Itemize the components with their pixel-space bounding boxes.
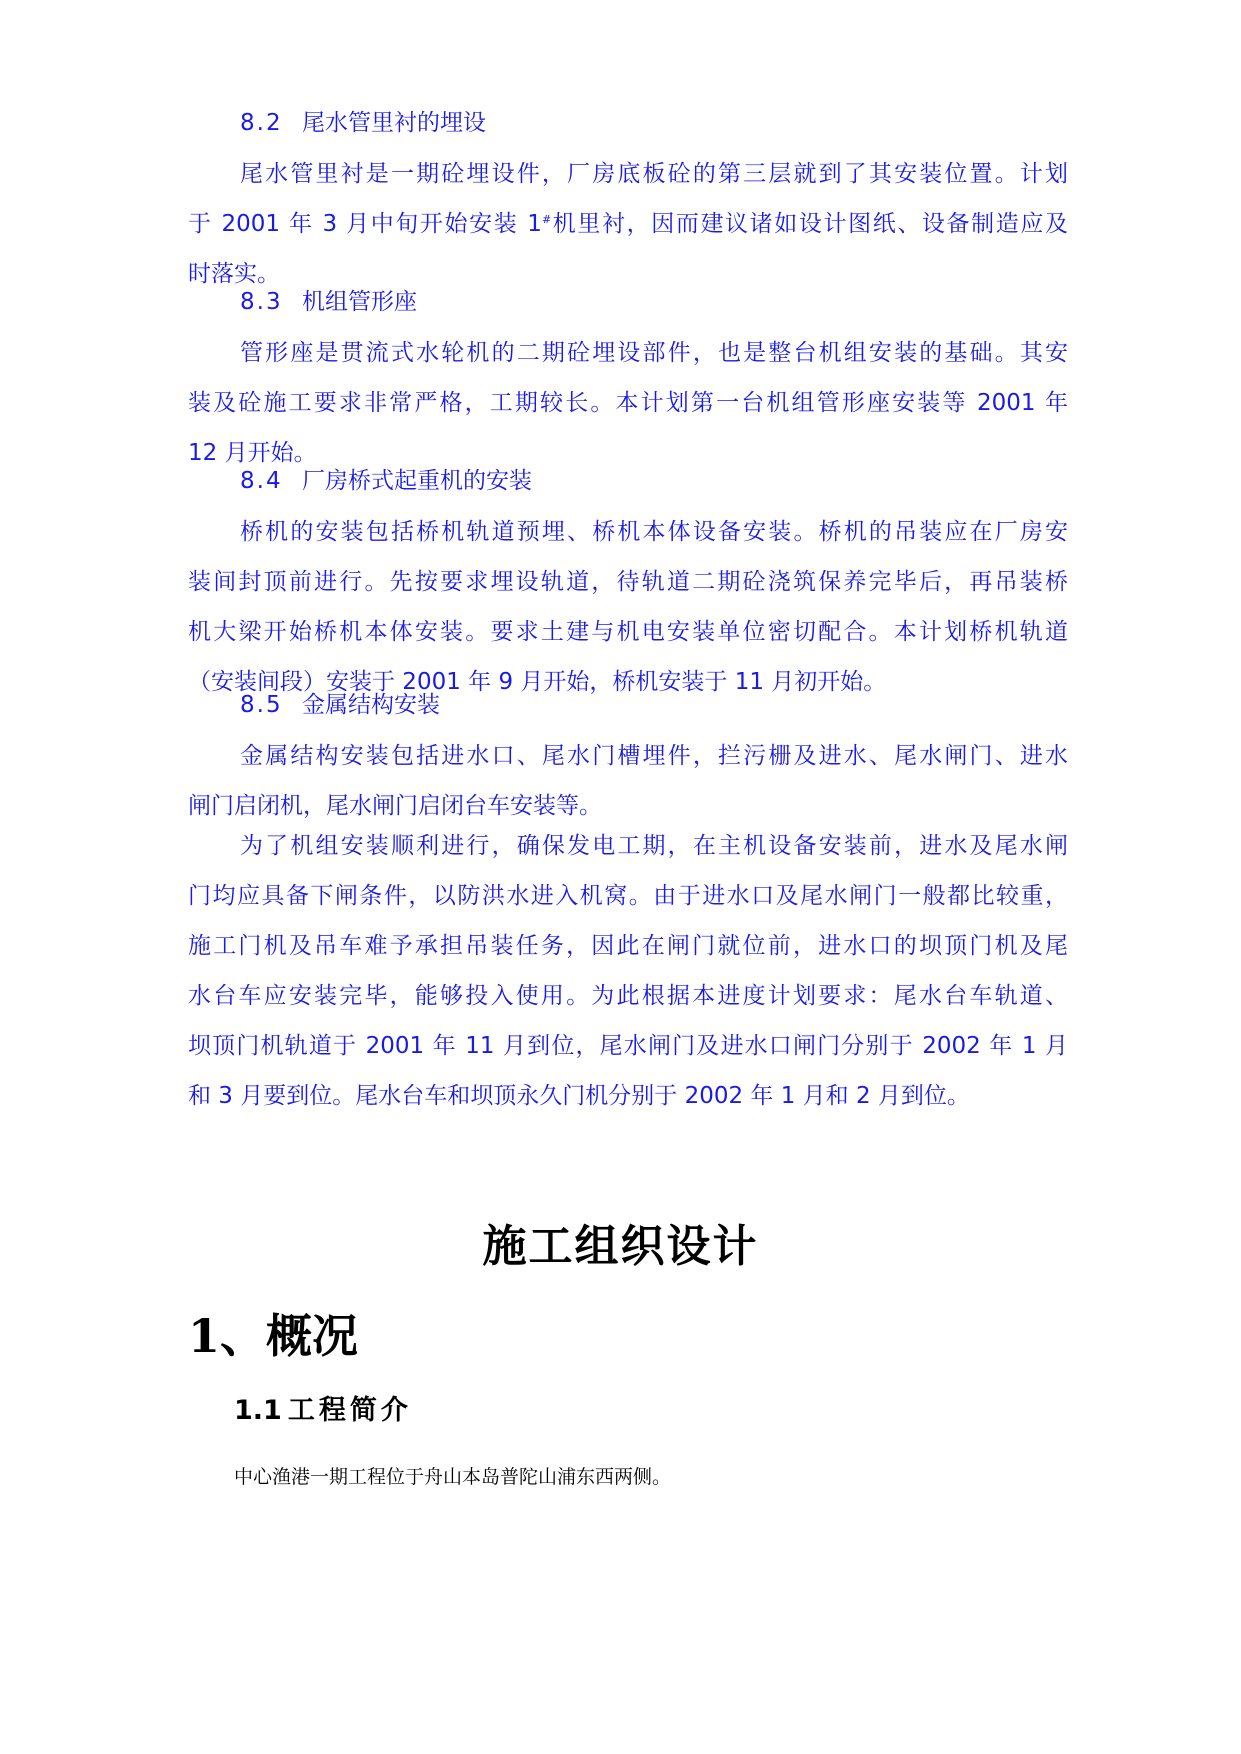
paragraph-8-3: [188, 328, 1068, 478]
text-line: 12 月开始。: [188, 440, 317, 466]
text-line: 桥机的安装包括桥机轨道预埋、桥机本体设备安装。桥机的吊装应在厂房安: [240, 519, 1068, 545]
text-line: 水台车应安装完毕，能够投入使用。为此根据本进度计划要求：尾水台车轨道、: [188, 983, 1068, 1009]
subsection-number: 8.2: [240, 110, 283, 136]
text-line: 坝顶门机轨道于 2001 年 11 月到位，尾水闸门及进水口闸门分别于 2002 年 1 月: [188, 1033, 1068, 1059]
text-line: 尾水管里衬是一期砼埋设件，厂房底板砼的第三层就到了其安装位置。计划: [240, 161, 1068, 187]
subsection-heading-8-2: [240, 104, 486, 137]
intro-paragraph: 中心渔港一期工程位于舟山本岛普陀山浦东西两侧。: [234, 1466, 672, 1488]
paragraph-8-5-b: [188, 821, 1068, 1121]
section-title: 工程简介: [287, 1395, 412, 1426]
subsection-number: 8.5: [240, 692, 283, 718]
text-line: （安装间段）安装于 2001 年 9 月开始，桥机安装于 11 月初开始。: [188, 669, 887, 695]
subsection-heading-8-5: [240, 686, 440, 719]
text-line: 机大梁开始桥机本体安装。要求土建与机电安装单位密切配合。本计划桥机轨道: [188, 619, 1068, 645]
document-title: 施工组织设计: [482, 1221, 759, 1272]
text-line: 施工门机及吊车难予承担吊装任务，因此在闸门就位前，进水口的坝顶门机及尾: [188, 933, 1068, 959]
text-line: 装及砼施工要求非常严格，工期较长。本计划第一台机组管形座安装等 2001 年: [188, 390, 1068, 416]
section-heading-1-1: [234, 1388, 412, 1427]
section-number: 1.1: [234, 1395, 282, 1426]
text-line: 闸门启闭机，尾水闸门启闭台车安装等。: [188, 793, 602, 819]
paragraph-8-5-a: [188, 731, 1068, 831]
subsection-title: 尾水管里衬的埋设: [302, 110, 486, 136]
text-line: 金属结构安装包括进水口、尾水门槽埋件，拦污栅及进水、尾水闸门、进水: [240, 743, 1068, 769]
chapter-heading: 1、概况: [188, 1309, 359, 1363]
text-line: 和 3 月要到位。尾水台车和坝顶永久门机分别于 2002 年 1 月和 2 月到位。: [188, 1083, 970, 1109]
text-line: 门均应具备下闸条件，以防洪水进入机窝。由于进水口及尾水闸门一般都比较重，: [188, 883, 1068, 909]
text-line: 时落实。: [188, 261, 280, 287]
subsection-number: 8.4: [240, 468, 283, 494]
paragraph-8-4: [188, 507, 1068, 707]
text-line: 管形座是贯流式水轮机的二期砼埋设部件，也是整台机组安装的基础。其安: [240, 340, 1068, 366]
subsection-title: 厂房桥式起重机的安装: [302, 468, 532, 494]
subsection-heading-8-4: [240, 462, 532, 495]
text-line: 于 2001 年 3 月中旬开始安装 1#机里衬，因而建议诸如设计图纸、设备制造应及: [188, 211, 1069, 237]
subsection-title: 金属结构安装: [302, 692, 440, 718]
subsection-heading-8-3: [240, 283, 417, 316]
text-line: 为了机组安装顺利进行，确保发电工期，在主机设备安装前，进水及尾水闸: [240, 833, 1068, 859]
paragraph-8-2: [188, 149, 1068, 299]
subsection-title: 机组管形座: [302, 289, 417, 315]
text-line: 装间封顶前进行。先按要求埋设轨道，待轨道二期砼浇筑保养完毕后，再吊装桥: [188, 569, 1068, 595]
subsection-number: 8.3: [240, 289, 283, 315]
